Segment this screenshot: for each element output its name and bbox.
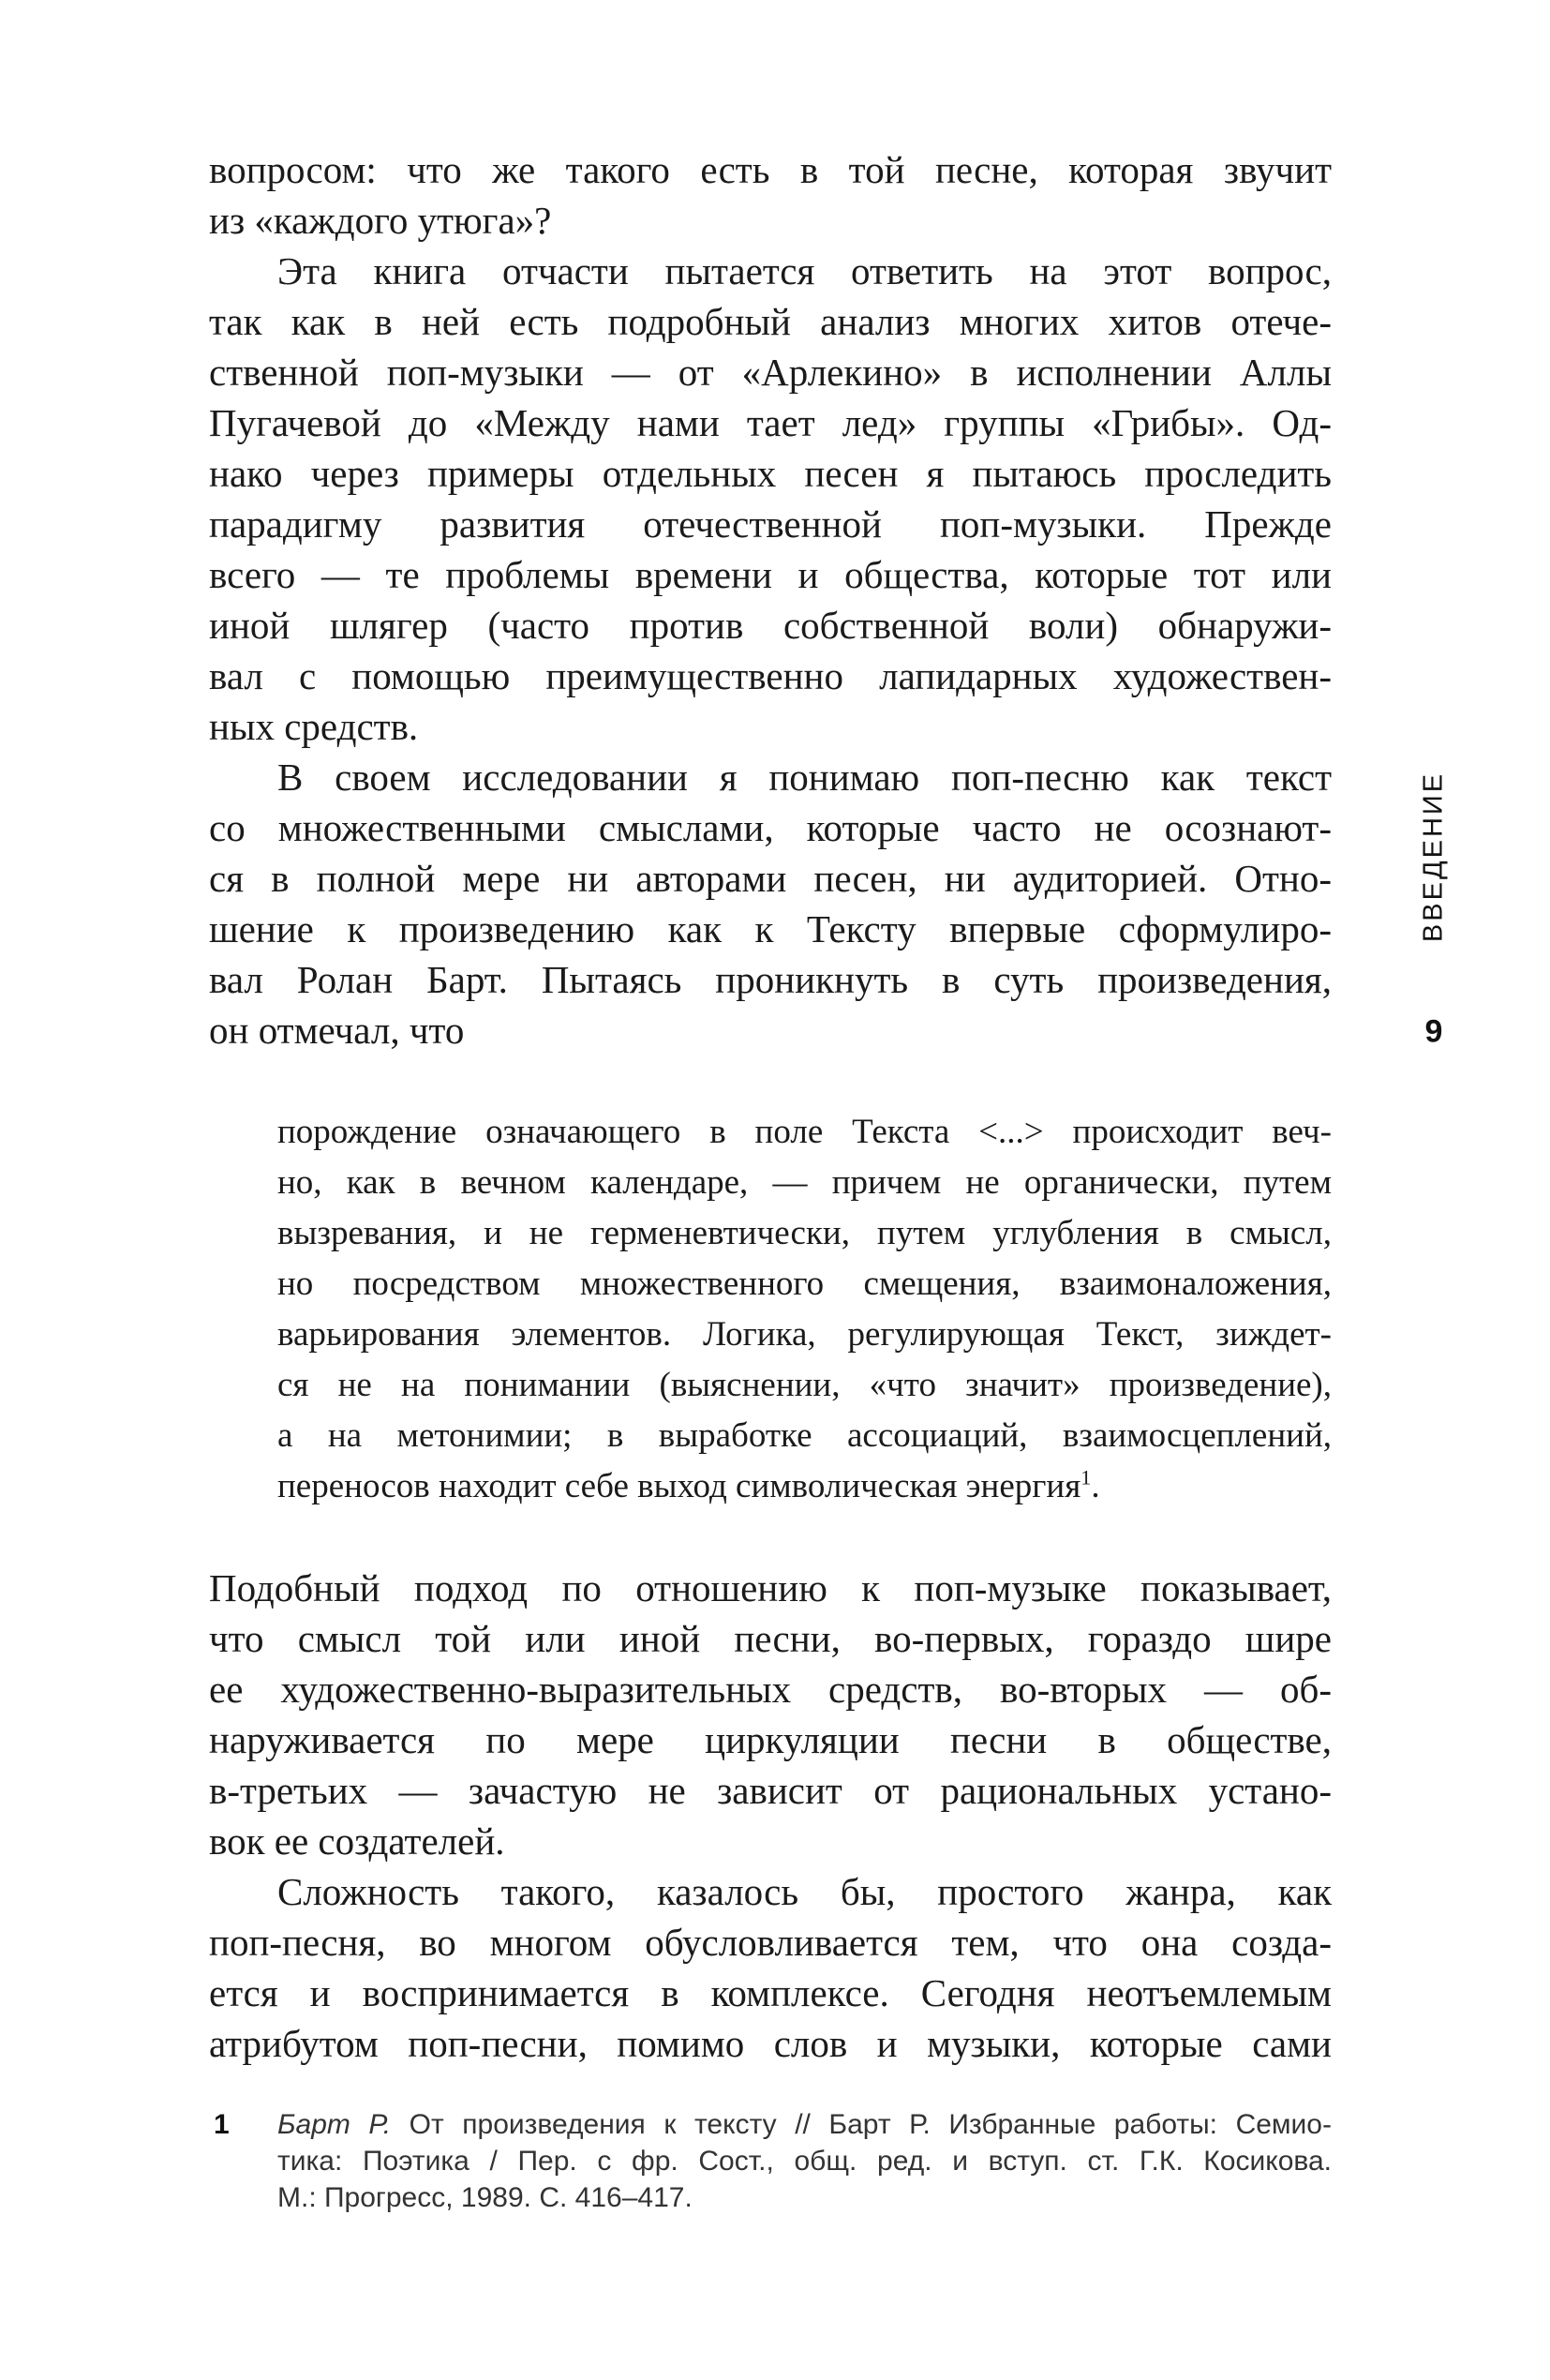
text-line: поп-песня, во многом обусловливается тем, что она созда-	[209, 1921, 1332, 1964]
quote-line: а на метонимии; в выработке ассоциаций, взаимосцеплений,	[277, 1416, 1332, 1455]
text-line: со множественными смыслами, которые часто не осознают-	[209, 806, 1332, 849]
quote-text: переносов находит себе выход символическая энергия	[277, 1467, 1081, 1505]
text-line: парадигму развития отечественной поп-музыки. Прежде	[209, 502, 1332, 546]
footnote-text: От произведения к тексту // Барт Р. Избранные работы: Семио-	[391, 2109, 1332, 2140]
quote-line: но, как в вечном календаре, — причем не органически, путем	[277, 1163, 1332, 1202]
text-line: В своем исследовании я понимаю поп-песню как текст	[277, 756, 1332, 799]
main-text-bottom	[209, 1563, 1332, 2069]
text-line: иной шлягер (часто против собственной воли) обнаружи-	[209, 604, 1332, 647]
text-line: что смысл той или иной песни, во-первых, гораздо шире	[209, 1617, 1332, 1660]
footnote-reference[interactable]: 1	[1081, 1465, 1092, 1489]
text-line: в-третьих — зачастую не зависит от рациональных устано-	[209, 1769, 1332, 1812]
footnote-author: Барт Р.	[277, 2109, 392, 2140]
text-line: ся в полной мере ни авторами песен, ни аудиторией. Отно-	[209, 857, 1332, 900]
text-line: вал Ролан Барт. Пытаясь проникнуть в суть произведения,	[209, 958, 1332, 1001]
text-line: вопросом: что же такого есть в той песне, которая звучит	[209, 148, 1332, 191]
text-line: ственной поп-музыки — от «Арлекино» в исполнении Аллы	[209, 351, 1332, 394]
text-line: ется и воспринимается в комплексе. Сегодня неотъемлемым	[209, 1971, 1332, 2014]
text-line: вал с помощью преимущественно лапидарных художествен-	[209, 654, 1332, 697]
text-line: шение к произведению как к Тексту впервые сформулиро-	[209, 907, 1332, 951]
text-line: наруживается по мере циркуляции песни в обществе,	[209, 1718, 1332, 1761]
quote-line: варьирования элементов. Логика, регулирующая Текст, зиждет-	[277, 1315, 1332, 1354]
text-line: атрибутом поп-песни, помимо слов и музыки, которые сами	[209, 2022, 1332, 2065]
page-number: 9	[1424, 1013, 1443, 1050]
footnote-line: тика: Поэтика / Пер. с фр. Сост., общ. ред. и вступ. ст. Г.К. Косикова.	[277, 2146, 1332, 2177]
text-line: он отмечал, что	[209, 1009, 465, 1052]
quote-line: но посредством множественного смещения, взаимоналожения,	[277, 1265, 1332, 1303]
main-text-top	[209, 144, 1332, 1055]
text-line: Сложность такого, казалось бы, простого жанра, как	[277, 1870, 1332, 1913]
text-line: ных средств.	[209, 705, 419, 748]
quote-line: порождение означающего в поле Текста <...> происходит веч-	[277, 1113, 1332, 1151]
footnote-line	[277, 2106, 1332, 2143]
text-line: Подобный подход по отношению к поп-музыке показывает,	[209, 1566, 1332, 1609]
block-quote	[277, 1107, 1332, 1512]
text-line: Пугачевой до «Между нами тает лед» группы «Грибы». Од-	[209, 401, 1332, 444]
footnote	[209, 2106, 1332, 2216]
quote-line: ся не на понимании (выяснении, «что значит» произведение),	[277, 1366, 1332, 1404]
text-line: Эта книга отчасти пытается ответить на этот вопрос,	[277, 249, 1332, 292]
quote-line: вызревания, и не герменевтически, путем углубления в смысл,	[277, 1214, 1332, 1252]
text-line: вок ее создателей.	[209, 1819, 505, 1863]
footnote-line: М.: Прогресс, 1989. С. 416–417.	[277, 2182, 693, 2213]
text-line: из «каждого утюга»?	[209, 199, 552, 242]
quote-end-punct: .	[1091, 1467, 1100, 1505]
text-line: всего — те проблемы времени и общества, которые тот или	[209, 553, 1332, 596]
text-line: так как в ней есть подробный анализ многих хитов отече-	[209, 300, 1332, 343]
section-title: ВВЕДЕНИЕ	[1418, 771, 1449, 943]
text-line: нако через примеры отдельных песен я пытаюсь проследить	[209, 452, 1332, 495]
text-line: ее художественно-выразительных средств, во-вторых — об-	[209, 1668, 1332, 1711]
footnote-number: 1	[214, 2109, 230, 2140]
quote-line	[277, 1461, 1332, 1512]
